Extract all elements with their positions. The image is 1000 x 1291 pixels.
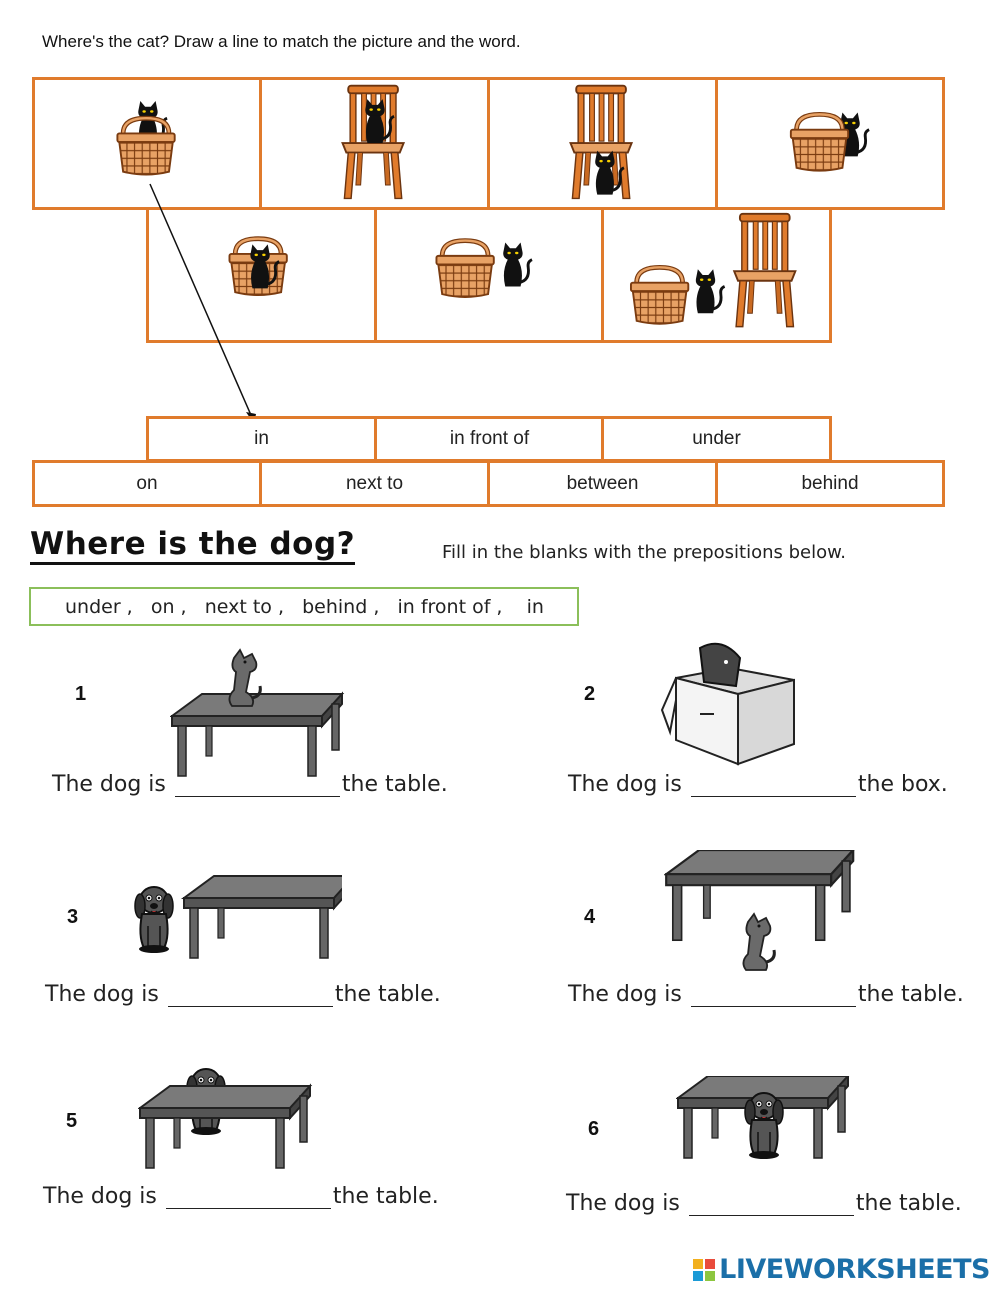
answer-blank-2[interactable]	[691, 774, 856, 797]
dog-in-box-image	[660, 640, 800, 768]
dog-on-table-image	[170, 648, 350, 778]
word-box-between[interactable]	[487, 460, 718, 507]
item-number: 5	[66, 1110, 78, 1132]
word-label: on	[136, 472, 158, 494]
dog-under-table-image	[664, 850, 860, 980]
sentence-prefix: The dog is	[568, 982, 682, 1007]
sentence-object: the box.	[857, 772, 948, 797]
sentence-prefix: The dog is	[45, 982, 159, 1007]
answer-blank-6[interactable]	[689, 1193, 854, 1216]
sentence-prefix: The dog is	[568, 772, 682, 797]
sentence-prefix: The dog is	[566, 1191, 680, 1216]
dog-instruction: Fill in the blanks with the prepositions below.	[442, 542, 846, 563]
sentence-2	[568, 772, 948, 797]
sentence-4	[568, 982, 964, 1007]
word-label: next to	[345, 472, 404, 494]
dog-next-to-table-image	[132, 874, 342, 979]
logo-grid-icon	[693, 1259, 715, 1281]
answer-blank-5[interactable]	[166, 1186, 331, 1209]
word-label: under	[692, 428, 741, 449]
sentence-prefix: The dog is	[43, 1184, 157, 1209]
sentence-object: the table.	[334, 982, 441, 1007]
word-box-in[interactable]	[146, 416, 377, 462]
sentence-1	[52, 772, 448, 797]
brand-name: LIVEWORKSHEETS	[719, 1254, 990, 1285]
word-label: between	[566, 472, 639, 494]
word-box-in-front-of[interactable]	[374, 416, 605, 462]
item-number: 3	[67, 906, 79, 928]
answer-blank-4[interactable]	[691, 984, 856, 1007]
word-box-behind[interactable]	[715, 460, 945, 507]
word-box-next-to[interactable]	[259, 460, 490, 507]
sentence-3	[45, 982, 441, 1007]
sentence-5	[43, 1184, 439, 1209]
word-label: behind	[801, 472, 859, 494]
item-number: 4	[584, 906, 596, 928]
sentence-object: the table.	[857, 982, 964, 1007]
dog-in-front-of-table-image	[676, 1076, 851, 1196]
sentence-object: the table.	[341, 772, 448, 797]
dog-behind-table-image	[138, 1068, 313, 1173]
sentence-object: the table.	[332, 1184, 439, 1209]
word-bank: under , on , next to , behind , in front of , in	[29, 587, 579, 626]
item-number: 1	[75, 683, 87, 705]
word-label: in	[254, 428, 269, 449]
cat-instruction: Where's the cat? Draw a line to match the picture and the word.	[42, 32, 521, 51]
word-box-under[interactable]	[601, 416, 832, 462]
word-box-on[interactable]	[32, 460, 262, 507]
liveworksheets-logo[interactable]	[693, 1254, 990, 1285]
answer-blank-3[interactable]	[168, 984, 333, 1007]
dog-section-title: Where is the dog?	[30, 527, 355, 565]
sentence-6	[566, 1191, 962, 1216]
item-number: 2	[584, 683, 596, 705]
word-label: in front of	[449, 428, 530, 449]
sentence-prefix: The dog is	[52, 772, 166, 797]
sentence-object: the table.	[855, 1191, 962, 1216]
item-number: 6	[588, 1118, 600, 1140]
answer-blank-1[interactable]	[175, 774, 340, 797]
